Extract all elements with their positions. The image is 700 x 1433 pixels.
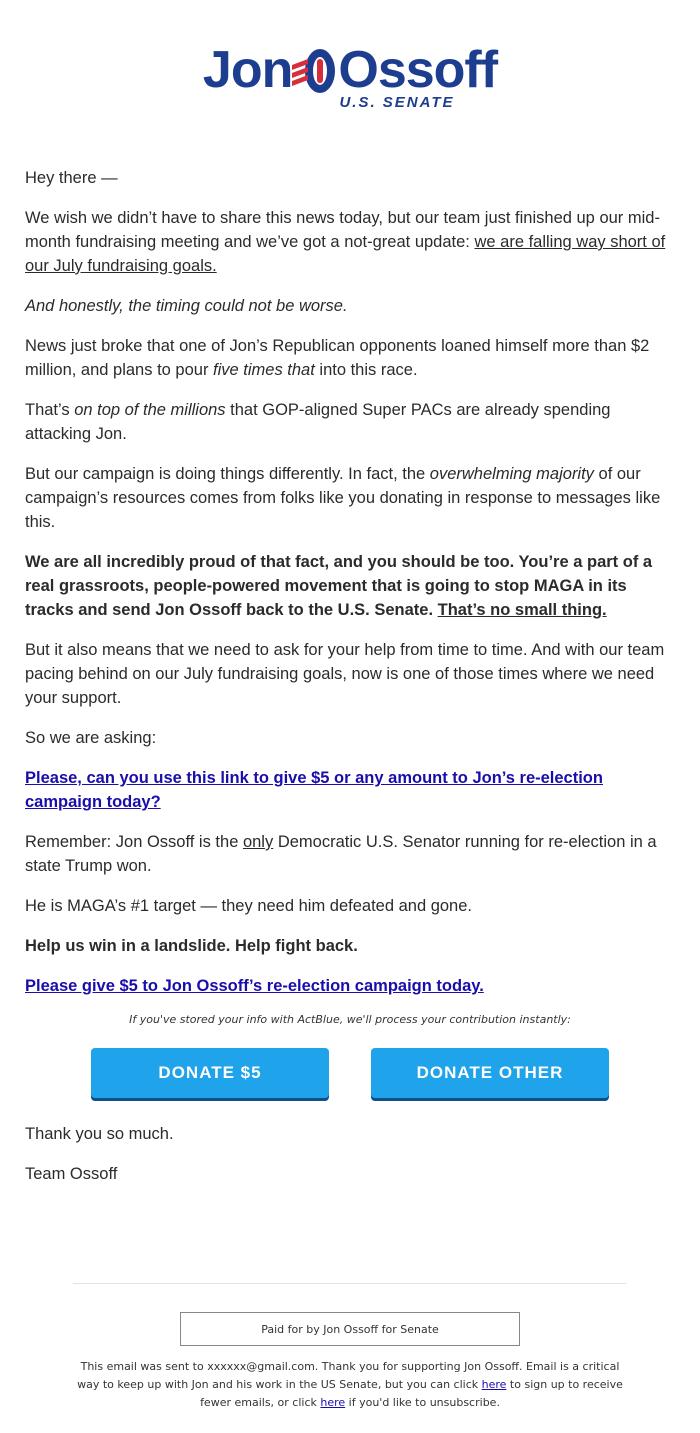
paragraph-11: Help us win in a landslide. Help fight back. — [25, 937, 358, 955]
paid-for-box: Paid for by Jon Ossoff for Senate — [180, 1312, 520, 1346]
paragraph-4-text-a: That’s — [25, 401, 75, 419]
paragraph-5 — [25, 462, 675, 534]
paragraph-5-italic: overwhelming majority — [429, 465, 594, 483]
paragraph-6 — [25, 550, 675, 622]
paragraph-1 — [25, 206, 675, 278]
paragraph-4-text-b: that GOP-aligned Super PACs are already spending attacking Jon. — [25, 401, 611, 443]
paragraph-2: And honestly, the timing could not be worse. — [25, 297, 348, 315]
fewer-emails-link[interactable]: here — [481, 1378, 507, 1391]
paragraph-3-text-a: News just broke that one of Jon’s Republican opponents loaned himself more than $2 million, and plans to pour — [25, 337, 650, 379]
paragraph-6-underlined: That’s no small thing. — [437, 601, 607, 619]
paragraph-9-underlined: only — [242, 833, 274, 851]
signoff-text: Team Ossoff — [25, 1165, 118, 1183]
paragraph-1-text: We wish we didn’t have to share this news today, but our team just finished up our mid-month fundraising meeting and we’ve got a not-great update: — [25, 209, 660, 251]
donate-link-2[interactable]: Please give $5 to Jon Ossoff’s re-election campaign today. — [25, 977, 484, 995]
logo-wordmark — [203, 42, 497, 98]
paragraph-9-text-b: Democratic U.S. Senator running for re-election in a state Trump won. — [25, 833, 657, 875]
donate-5-button[interactable]: DONATE $5 — [91, 1048, 329, 1098]
actblue-note: If you've stored your info with ActBlue, we'll process your contribution instantly: — [129, 1013, 571, 1026]
paragraph-6-text: We are all incredibly proud of that fact, and you should be too. You’re a part of a real grassroots, people-powered movement that is going to stop MAGA in its tracks and send Jon Ossoff back to the U.S. Senate. — [25, 553, 653, 619]
donate-link-1[interactable]: Please, can you use this link to give $5 or any amount to Jon’s re-election campaign today? — [25, 769, 603, 811]
paragraph-3 — [25, 334, 675, 382]
logo-name-left: Jon — [202, 41, 293, 99]
paragraph-1-underlined: we are falling way short of our July fundraising goals. — [25, 233, 666, 275]
donate-other-button[interactable]: DONATE OTHER — [371, 1048, 609, 1098]
paragraph-7: But it also means that we need to ask for your help from time to time. And with our team pacing behind on our July fundraising goals, now is one of those times where we need your support. — [25, 641, 665, 707]
email-body — [25, 166, 675, 1202]
greeting: Hey there — — [25, 169, 118, 187]
paragraph-9-text-a: Remember: Jon Ossoff is the — [25, 833, 243, 851]
logo-subtitle: U.S. SENATE — [339, 94, 455, 111]
thanks-text: Thank you so much. — [25, 1125, 174, 1143]
paragraph-4-italic: on top of the millions — [74, 401, 226, 419]
footer-text — [70, 1358, 630, 1412]
paragraph-3-italic: five times that — [213, 361, 315, 379]
paragraph-8: So we are asking: — [25, 729, 157, 747]
paragraph-3-text-b: into this race. — [314, 361, 418, 379]
donate-link-paragraph-1 — [25, 766, 675, 814]
paragraph-5-text-a: But our campaign is doing things differently. In fact, the — [25, 465, 430, 483]
donate-buttons — [25, 1048, 675, 1098]
campaign-logo — [0, 42, 700, 111]
unsubscribe-link[interactable]: here — [320, 1396, 346, 1409]
donate-link-paragraph-2 — [25, 974, 675, 998]
logo-flag-o-icon — [290, 45, 340, 95]
footer-text-c: if you'd like to unsubscribe. — [345, 1396, 500, 1409]
paragraph-5-text-b: of our campaign’s resources comes from folks like you donating in response to messages like this. — [25, 465, 661, 531]
paragraph-4 — [25, 398, 675, 446]
footer-text-b: to sign up to receive fewer emails, or click — [200, 1378, 623, 1409]
footer-divider — [73, 1283, 626, 1284]
paragraph-9 — [25, 830, 675, 878]
logo-name-right: Ossoff — [338, 41, 498, 99]
footer-text-a: This email was sent to xxxxxx@gmail.com. Thank you for supporting Jon Ossoff. Email is a critical way to keep up with Jon and his work in the US Senate, but you can click — [77, 1360, 620, 1391]
paragraph-10: He is MAGA’s #1 target — they need him defeated and gone. — [25, 897, 472, 915]
